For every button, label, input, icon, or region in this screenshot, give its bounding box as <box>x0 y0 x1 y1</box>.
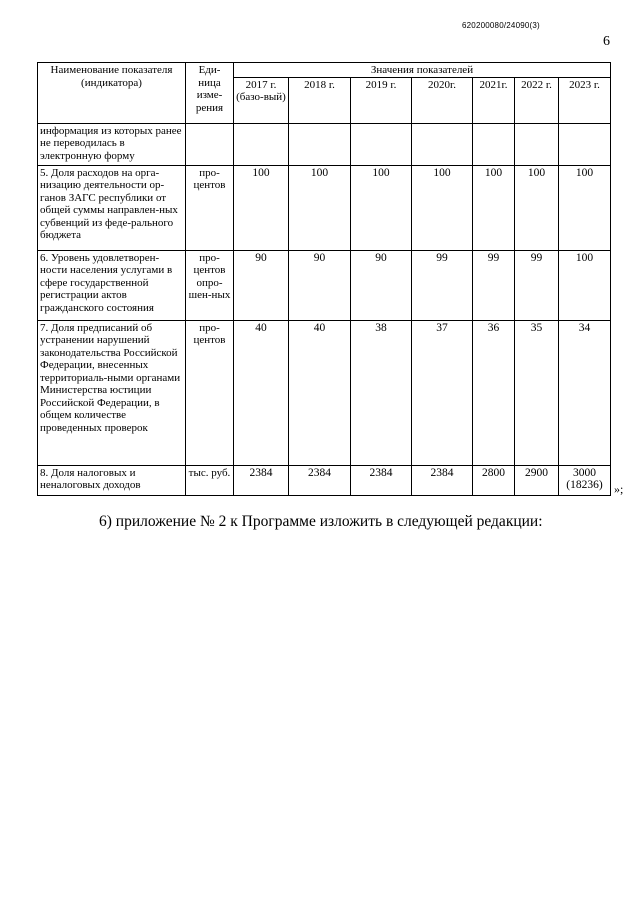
header-indicator-name: Наименование показателя (индикатора) <box>38 63 186 124</box>
value-cell: 38 <box>351 320 412 465</box>
value-cell <box>351 123 412 165</box>
document-code: 620200080/24090(3) <box>462 21 540 30</box>
value-cell: 100 <box>234 165 289 250</box>
value-cell: 100 <box>559 250 611 320</box>
header-year: 2022 г. <box>515 77 559 123</box>
value-cell: 2384 <box>351 465 412 495</box>
value-cell: 100 <box>412 165 473 250</box>
value-cell: 100 <box>473 165 515 250</box>
value-cell: 100 <box>559 165 611 250</box>
closing-quote-mark: »; <box>614 482 624 496</box>
table-row <box>38 320 611 465</box>
indicator-name: 8. Доля налоговых и неналоговых доходов <box>38 465 186 495</box>
indicator-name: 7. Доля предписаний об устранении нарушений законодательства Российской Федерации, внесенных территориаль-ными органами Министерства юстиции Российской Федерации, в общем количестве проведенных проверок <box>38 320 186 465</box>
value-cell: 3000 (18236) <box>559 465 611 495</box>
header-year: 2018 г. <box>289 77 351 123</box>
indicator-name: 5. Доля расходов на орга-низацию деятельности ор-ганов ЗАГС республики от общей суммы направлен-ных субвенций из феде-рального бюджета <box>38 165 186 250</box>
header-year: 2020г. <box>412 77 473 123</box>
indicator-unit: тыс. руб. <box>186 465 234 495</box>
indicator-unit: про-центов опро-шен-ных <box>186 250 234 320</box>
table-row <box>38 123 611 165</box>
indicator-unit <box>186 123 234 165</box>
value-cell: 2384 <box>412 465 473 495</box>
value-cell: 100 <box>515 165 559 250</box>
value-cell: 99 <box>473 250 515 320</box>
value-cell: 36 <box>473 320 515 465</box>
value-cell <box>412 123 473 165</box>
value-cell <box>234 123 289 165</box>
value-cell: 2900 <box>515 465 559 495</box>
value-cell: 100 <box>351 165 412 250</box>
value-cell: 99 <box>515 250 559 320</box>
header-values-group: Значения показателей <box>234 63 611 78</box>
value-cell: 35 <box>515 320 559 465</box>
header-unit: Еди-ница изме-рения <box>186 63 234 124</box>
header-year: 2023 г. <box>559 77 611 123</box>
indicator-name: информация из которых ранее не переводилась в электронную форму <box>38 123 186 165</box>
indicator-unit: про-центов <box>186 165 234 250</box>
value-cell <box>473 123 515 165</box>
value-cell: 2800 <box>473 465 515 495</box>
value-cell <box>515 123 559 165</box>
value-cell: 40 <box>234 320 289 465</box>
indicators-table <box>37 62 611 496</box>
header-year: 2017 г. (базо-вый) <box>234 77 289 123</box>
table-row <box>38 165 611 250</box>
value-cell: 90 <box>234 250 289 320</box>
amendment-paragraph: 6) приложение № 2 к Программе изложить в следующей редакции: <box>99 513 543 530</box>
header-year: 2021г. <box>473 77 515 123</box>
header-year: 2019 г. <box>351 77 412 123</box>
value-cell: 37 <box>412 320 473 465</box>
value-cell: 40 <box>289 320 351 465</box>
value-cell: 34 <box>559 320 611 465</box>
value-cell: 2384 <box>234 465 289 495</box>
value-cell <box>289 123 351 165</box>
value-cell: 90 <box>289 250 351 320</box>
value-cell: 99 <box>412 250 473 320</box>
value-cell <box>559 123 611 165</box>
indicator-name: 6. Уровень удовлетворен-ности населения услугами в сфере государственной регистрации актов гражданского состояния <box>38 250 186 320</box>
table-row <box>38 465 611 495</box>
indicator-unit: про-центов <box>186 320 234 465</box>
value-cell: 100 <box>289 165 351 250</box>
page-number: 6 <box>603 34 610 49</box>
value-cell: 2384 <box>289 465 351 495</box>
table-row <box>38 250 611 320</box>
value-cell: 90 <box>351 250 412 320</box>
